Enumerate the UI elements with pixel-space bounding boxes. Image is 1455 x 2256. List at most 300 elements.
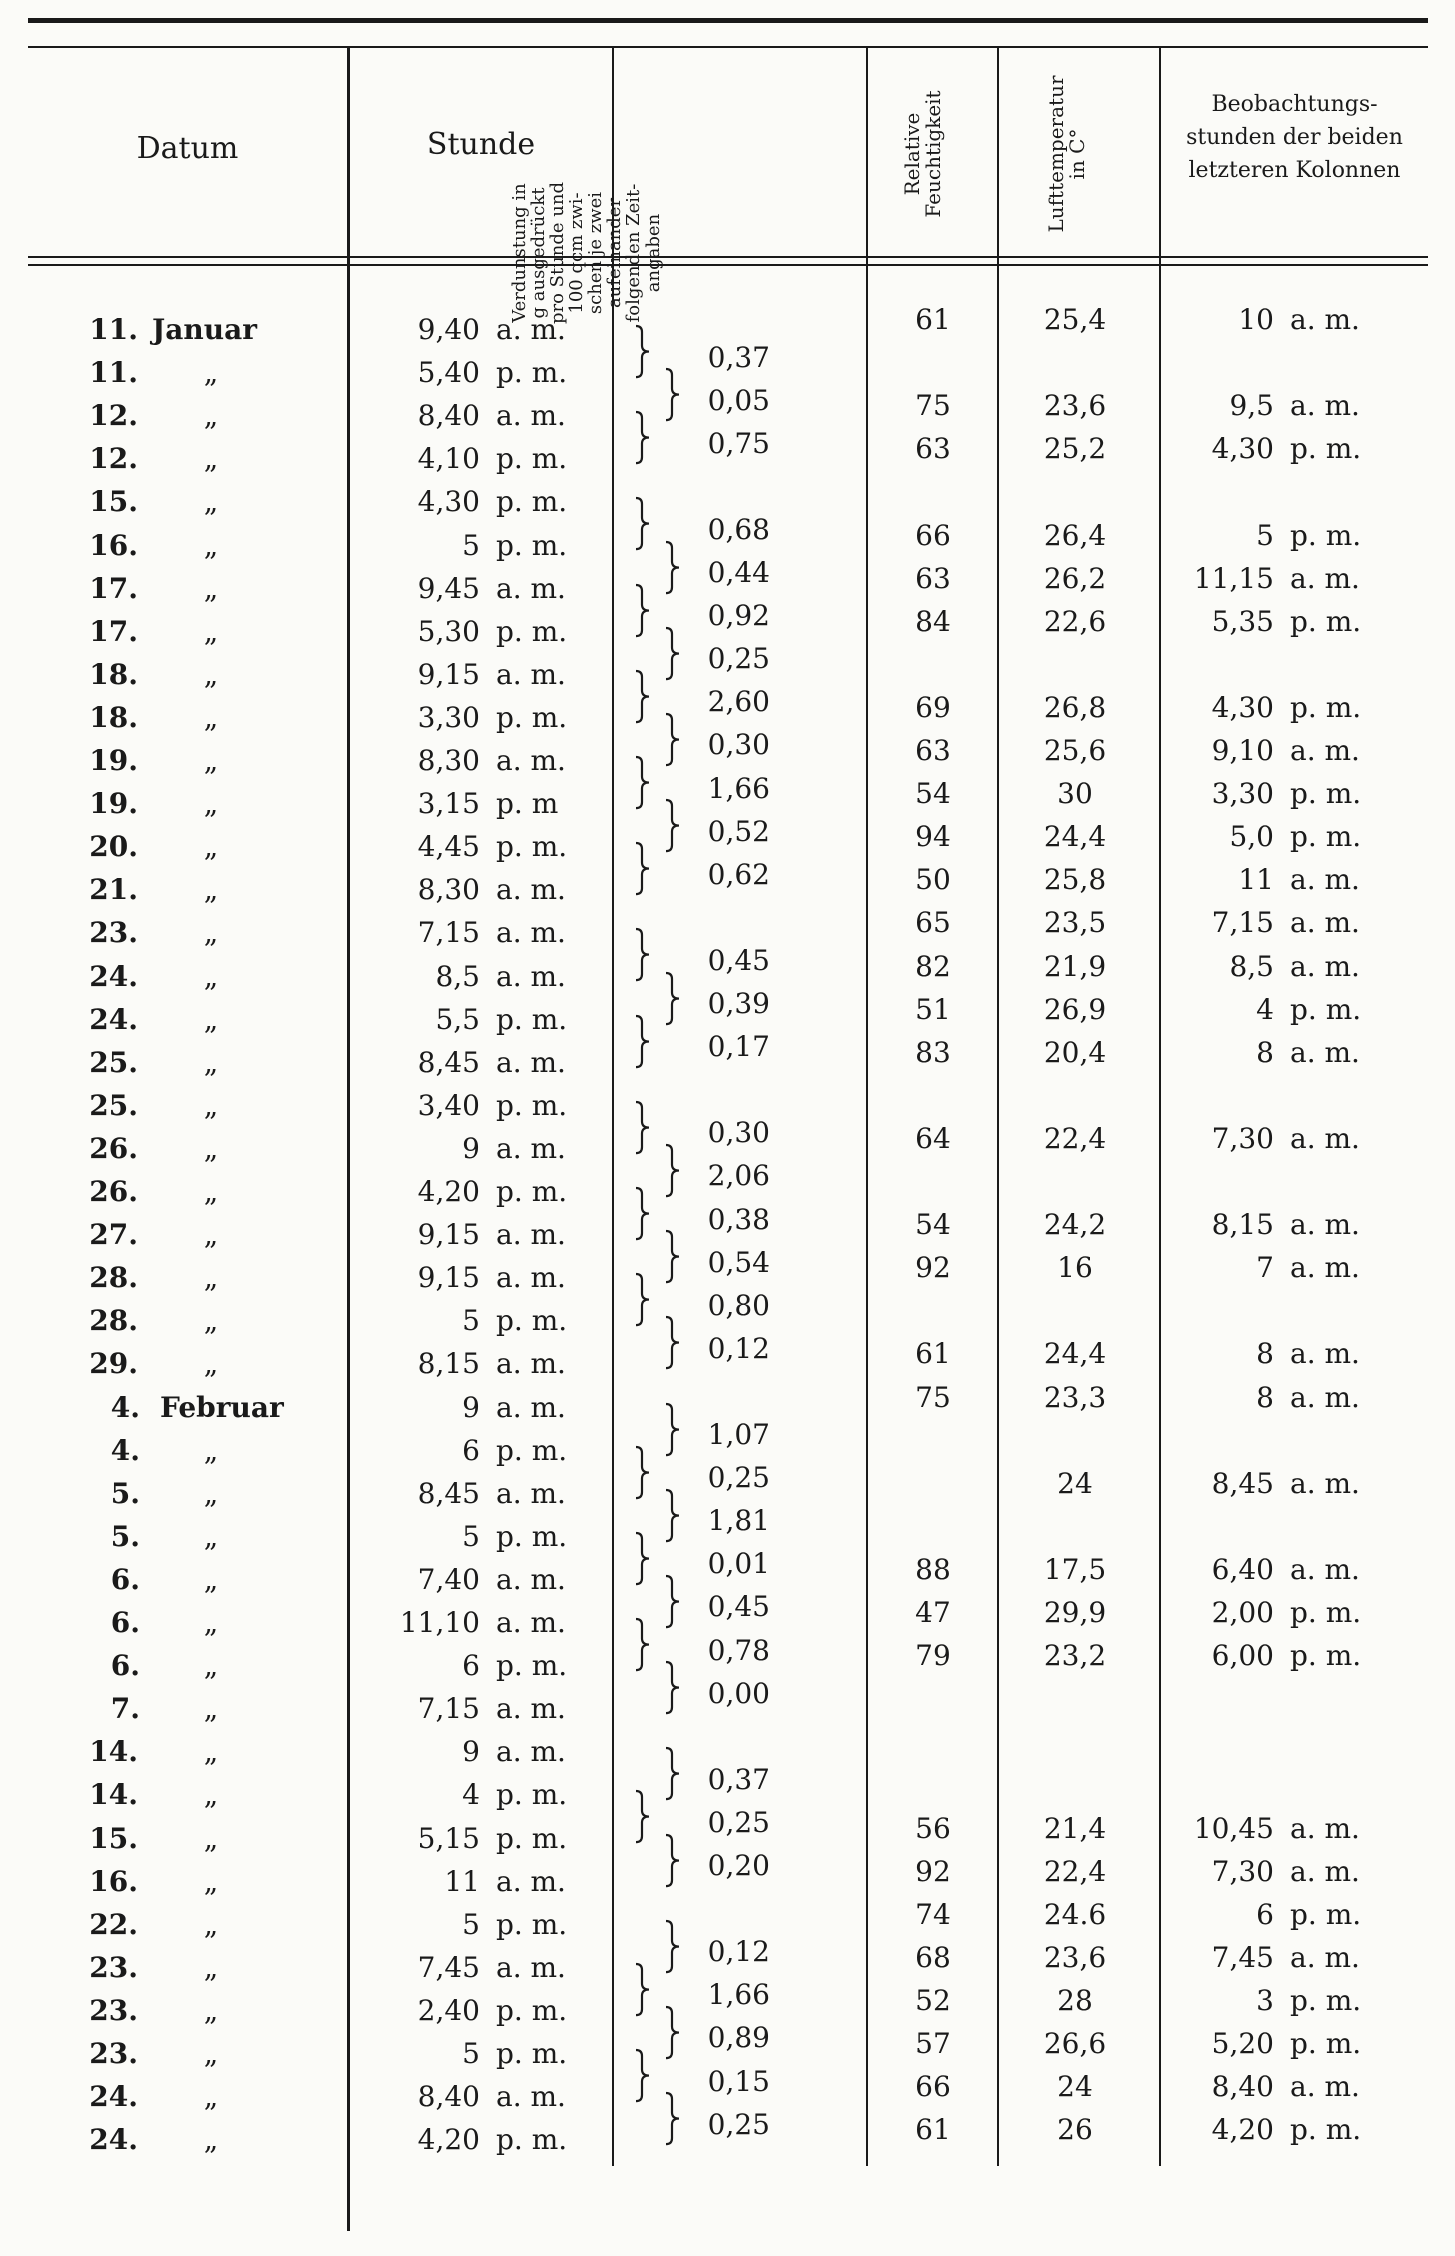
observation-ampm: a. m. xyxy=(1290,906,1360,940)
temperature-value: 24,4 xyxy=(1043,820,1107,854)
observation-ampm: a. m. xyxy=(1290,303,1360,336)
row-ampm: p. m. xyxy=(496,1433,568,1467)
row-day: 24. xyxy=(89,2080,138,2114)
humidity-value: 54 xyxy=(915,1208,951,1242)
row-month-ditto: „ xyxy=(203,1476,219,1510)
humidity-value: 92 xyxy=(915,1251,951,1285)
column-rule-5 xyxy=(1159,46,1161,2166)
row-day: 18. xyxy=(89,700,138,734)
evaporation-value: 0,62 xyxy=(707,857,770,891)
row-month-ditto: „ xyxy=(203,1347,219,1381)
evaporation-value: 0,25 xyxy=(707,642,770,676)
brace-icon xyxy=(662,1919,684,1974)
observation-hour: 7,30 xyxy=(1211,1854,1274,1888)
row-month-ditto: „ xyxy=(203,1821,219,1855)
humidity-value: 63 xyxy=(915,561,951,595)
row-hour: 3,15 xyxy=(417,787,480,821)
row-hour: 4,10 xyxy=(417,442,480,476)
row-hour: 4,45 xyxy=(417,830,480,864)
row-ampm: a. m. xyxy=(496,657,566,691)
humidity-value: 65 xyxy=(915,906,951,940)
humidity-value: 75 xyxy=(915,389,951,423)
row-hour: 5 xyxy=(462,1519,480,1553)
evaporation-value: 0,39 xyxy=(707,987,770,1021)
evaporation-value: 2,60 xyxy=(707,685,770,719)
temperature-value: 24 xyxy=(1057,1466,1093,1500)
observation-hour: 7,15 xyxy=(1211,906,1274,940)
row-day: 23. xyxy=(89,1993,138,2027)
brace-icon xyxy=(662,1315,684,1370)
row-hour: 5 xyxy=(462,2037,480,2070)
row-ampm: p. m. xyxy=(496,1907,568,1941)
brace-icon xyxy=(662,1574,684,1629)
row-month-ditto: „ xyxy=(203,1562,219,1596)
temperature-value: 23,5 xyxy=(1043,906,1107,940)
evaporation-value: 1,66 xyxy=(707,1978,770,2012)
row-day: 21. xyxy=(89,873,138,907)
observation-hour: 5,35 xyxy=(1211,604,1274,638)
row-day: 23. xyxy=(89,2037,138,2070)
row-ampm: p. m xyxy=(496,787,559,821)
humidity-value: 61 xyxy=(915,1337,951,1371)
humidity-value: 83 xyxy=(915,1035,951,1069)
evaporation-value: 0,25 xyxy=(707,1805,770,1839)
brace-icon xyxy=(632,324,654,379)
row-day: 15. xyxy=(89,1821,138,1855)
row-hour: 4 xyxy=(462,1778,480,1812)
humidity-value: 66 xyxy=(915,518,951,552)
observation-hour: 9,5 xyxy=(1229,389,1274,423)
row-hour: 9 xyxy=(462,1131,480,1165)
row-month-ditto: „ xyxy=(203,1692,219,1726)
observation-hour: 6 xyxy=(1256,1897,1274,1931)
row-month-ditto: „ xyxy=(203,1519,219,1553)
brace-icon xyxy=(662,1402,684,1457)
observation-hour: 5,0 xyxy=(1229,820,1274,854)
row-month-ditto: „ xyxy=(203,744,219,777)
temperature-value: 29,9 xyxy=(1043,1596,1107,1629)
observation-ampm: p. m. xyxy=(1290,2027,1362,2060)
row-month-ditto: „ xyxy=(203,916,219,950)
brace-icon xyxy=(662,540,684,595)
evaporation-value: 0,25 xyxy=(707,2107,770,2141)
row-month-ditto: „ xyxy=(203,1045,219,1079)
temperature-value: 22,4 xyxy=(1043,1854,1107,1888)
brace-icon xyxy=(662,1229,684,1284)
row-month-ditto: „ xyxy=(203,614,219,648)
brace-icon xyxy=(632,1272,654,1327)
observation-hour: 8,40 xyxy=(1211,2070,1274,2104)
temperature-value: 30 xyxy=(1057,777,1093,811)
row-month-ditto: „ xyxy=(203,1175,219,1208)
row-hour: 5 xyxy=(462,528,480,562)
row-day: 25. xyxy=(89,1088,138,1122)
row-day: 18. xyxy=(89,657,138,691)
row-hour: 9 xyxy=(462,1390,480,1424)
row-hour: 8,30 xyxy=(417,744,480,777)
humidity-value: 61 xyxy=(915,303,951,336)
temperature-value: 23,6 xyxy=(1043,1940,1107,1974)
row-hour: 9,15 xyxy=(417,1218,480,1252)
temperature-value: 26,8 xyxy=(1043,690,1107,724)
header-datum: Datum xyxy=(136,131,239,166)
row-month-ditto: „ xyxy=(203,485,219,519)
brace-icon xyxy=(632,927,654,982)
row-day: 19. xyxy=(89,744,138,777)
humidity-value: 94 xyxy=(915,820,951,854)
brace-icon xyxy=(632,1100,654,1155)
temperature-value: 23,3 xyxy=(1043,1380,1107,1414)
observation-ampm: p. m. xyxy=(1290,518,1362,552)
row-month: Februar xyxy=(160,1390,284,1424)
evaporation-value: 1,81 xyxy=(707,1504,770,1538)
row-month-ditto: „ xyxy=(203,1218,219,1252)
evaporation-value: 0,80 xyxy=(707,1288,770,1322)
header-stunde: Stunde xyxy=(426,127,536,162)
row-ampm: a. m. xyxy=(496,1390,566,1424)
observation-hour: 8 xyxy=(1256,1337,1274,1371)
row-ampm: p. m. xyxy=(496,356,568,390)
observation-hour: 6,40 xyxy=(1211,1552,1274,1586)
brace-icon xyxy=(632,496,654,551)
evaporation-value: 0,68 xyxy=(707,512,770,546)
header-verdunstung: Verdunstung in g ausgedrückt pro Stunde und 100 qcm zwi- schen je zwei aufeinander folgenden Zeit- angaben xyxy=(509,181,664,325)
observation-ampm: a. m. xyxy=(1290,561,1360,595)
row-day: 27. xyxy=(89,1218,138,1252)
row-day: 15. xyxy=(89,485,138,519)
evaporation-value: 0,78 xyxy=(707,1633,770,1667)
brace-icon xyxy=(632,755,654,810)
row-month-ditto: „ xyxy=(203,2080,219,2114)
row-month-ditto: „ xyxy=(203,571,219,605)
row-ampm: p. m. xyxy=(496,1304,568,1338)
temperature-value: 24,4 xyxy=(1043,1337,1107,1371)
humidity-value: 66 xyxy=(915,2070,951,2104)
row-month-ditto: „ xyxy=(203,1131,219,1165)
temperature-value: 26,6 xyxy=(1043,2027,1107,2060)
evaporation-value: 2,06 xyxy=(707,1159,770,1193)
row-hour: 9,45 xyxy=(417,571,480,605)
observation-hour: 5 xyxy=(1256,518,1274,552)
brace-icon xyxy=(662,1746,684,1801)
row-day: 5. xyxy=(110,1476,140,1510)
evaporation-value: 0,37 xyxy=(707,1762,770,1796)
brace-icon xyxy=(662,971,684,1026)
row-month-ditto: „ xyxy=(203,528,219,562)
brace-icon xyxy=(632,1531,654,1586)
row-ampm: p. m. xyxy=(496,1088,568,1122)
row-ampm: a. m. xyxy=(496,1347,566,1381)
temperature-value: 23,6 xyxy=(1043,389,1107,423)
observation-ampm: a. m. xyxy=(1290,1380,1360,1414)
observation-ampm: a. m. xyxy=(1290,863,1360,897)
header-temperatur: Lufttemperatur in C° xyxy=(1044,75,1090,233)
temperature-value: 21,9 xyxy=(1043,949,1107,983)
row-ampm: a. m. xyxy=(496,873,566,907)
row-day: 7. xyxy=(110,1692,140,1726)
temperature-value: 26,2 xyxy=(1043,561,1107,595)
row-day: 4. xyxy=(110,1390,140,1424)
row-ampm: p. m. xyxy=(496,614,568,648)
humidity-value: 47 xyxy=(915,1596,951,1629)
row-day: 6. xyxy=(110,1649,140,1683)
observation-ampm: a. m. xyxy=(1290,734,1360,767)
row-ampm: a. m. xyxy=(496,1218,566,1252)
observation-hour: 11,15 xyxy=(1193,561,1274,595)
row-hour: 9 xyxy=(462,1735,480,1769)
row-hour: 8,40 xyxy=(417,399,480,433)
row-hour: 8,15 xyxy=(417,1347,480,1381)
humidity-value: 88 xyxy=(915,1552,951,1586)
row-ampm: a. m. xyxy=(496,313,566,346)
row-day: 5. xyxy=(110,1519,140,1553)
humidity-value: 84 xyxy=(915,604,951,638)
row-day: 16. xyxy=(89,1864,138,1898)
row-day: 22. xyxy=(89,1907,138,1941)
observation-ampm: a. m. xyxy=(1290,949,1360,983)
row-hour: 8,5 xyxy=(435,959,480,993)
brace-icon xyxy=(662,2005,684,2060)
row-month-ditto: „ xyxy=(203,2123,219,2157)
row-hour: 9,40 xyxy=(417,313,480,346)
observation-hour: 8 xyxy=(1256,1380,1274,1414)
observation-hour: 3,30 xyxy=(1211,777,1274,811)
observation-ampm: p. m. xyxy=(1290,690,1362,724)
row-month-ditto: „ xyxy=(203,2037,219,2070)
observation-ampm: p. m. xyxy=(1290,1897,1362,1931)
row-month-ditto: „ xyxy=(203,1606,219,1639)
row-ampm: a. m. xyxy=(496,1131,566,1165)
row-month-ditto: „ xyxy=(203,959,219,993)
row-ampm: a. m. xyxy=(496,1261,566,1295)
brace-icon xyxy=(632,583,654,638)
row-hour: 6 xyxy=(462,1649,480,1683)
brace-icon xyxy=(632,1186,654,1241)
row-hour: 3,40 xyxy=(417,1088,480,1122)
evaporation-value: 0,01 xyxy=(707,1547,770,1581)
row-month-ditto: „ xyxy=(203,700,219,734)
temperature-value: 22,4 xyxy=(1043,1121,1107,1155)
row-ampm: p. m. xyxy=(496,2037,568,2070)
temperature-value: 20,4 xyxy=(1043,1035,1107,1069)
evaporation-value: 0,00 xyxy=(707,1676,770,1710)
observation-hour: 4,20 xyxy=(1211,2113,1274,2147)
observation-hour: 3 xyxy=(1256,1983,1274,2017)
evaporation-value: 0,12 xyxy=(707,1331,770,1365)
evaporation-value: 0,20 xyxy=(707,1849,770,1883)
evaporation-value: 1,07 xyxy=(707,1418,770,1452)
observation-hour: 5,20 xyxy=(1211,2027,1274,2060)
row-hour: 6 xyxy=(462,1433,480,1467)
row-month-ditto: „ xyxy=(203,1950,219,1984)
brace-icon xyxy=(662,367,684,422)
row-ampm: p. m. xyxy=(496,1993,568,2027)
row-month-ditto: „ xyxy=(203,1433,219,1467)
brace-icon xyxy=(662,1143,684,1198)
row-ampm: a. m. xyxy=(496,959,566,993)
observation-ampm: a. m. xyxy=(1290,1940,1360,1974)
brace-icon xyxy=(632,1617,654,1672)
temperature-value: 17,5 xyxy=(1043,1552,1107,1586)
evaporation-value: 0,44 xyxy=(707,556,770,590)
row-ampm: p. m. xyxy=(496,442,568,476)
row-ampm: p. m. xyxy=(496,1778,568,1812)
row-ampm: a. m. xyxy=(496,1692,566,1726)
row-ampm: p. m. xyxy=(496,1519,568,1553)
row-day: 25. xyxy=(89,1045,138,1079)
temperature-value: 26 xyxy=(1057,2113,1093,2147)
row-month-ditto: „ xyxy=(203,1735,219,1769)
header-feuchtigkeit: Relative Feuchtigkeit xyxy=(900,90,946,218)
humidity-value: 61 xyxy=(915,2113,951,2147)
row-day: 6. xyxy=(110,1562,140,1596)
row-ampm: p. m. xyxy=(496,528,568,562)
temperature-value: 25,2 xyxy=(1043,432,1107,466)
brace-icon xyxy=(632,1962,654,2017)
observation-hour: 6,00 xyxy=(1211,1639,1274,1673)
row-ampm: a. m. xyxy=(496,1864,566,1898)
observation-ampm: p. m. xyxy=(1290,1639,1362,1673)
row-day: 28. xyxy=(89,1304,138,1338)
row-day: 20. xyxy=(89,830,138,864)
observation-hour: 7,45 xyxy=(1211,1940,1274,1974)
row-ampm: p. m. xyxy=(496,700,568,734)
row-ampm: p. m. xyxy=(496,1649,568,1683)
evaporation-value: 0,52 xyxy=(707,814,770,848)
row-hour: 9,15 xyxy=(417,657,480,691)
humidity-value: 79 xyxy=(915,1639,951,1673)
brace-icon xyxy=(632,2048,654,2103)
row-day: 6. xyxy=(110,1606,140,1639)
brace-icon xyxy=(632,1014,654,1069)
row-day: 24. xyxy=(89,1002,138,1036)
brace-icon xyxy=(632,1445,654,1500)
row-hour: 11,10 xyxy=(399,1606,480,1639)
top-rule xyxy=(28,18,1428,23)
observation-ampm: p. m. xyxy=(1290,1983,1362,2017)
row-ampm: p. m. xyxy=(496,1002,568,1036)
row-month: Januar xyxy=(152,313,257,346)
temperature-value: 25,8 xyxy=(1043,863,1107,897)
observation-ampm: a. m. xyxy=(1290,1121,1360,1155)
observation-ampm: a. m. xyxy=(1290,389,1360,423)
row-day: 24. xyxy=(89,2123,138,2157)
row-day: 26. xyxy=(89,1175,138,1208)
observation-hour: 8,45 xyxy=(1211,1466,1274,1500)
observation-ampm: a. m. xyxy=(1290,1466,1360,1500)
row-month-ditto: „ xyxy=(203,1993,219,2027)
row-month-ditto: „ xyxy=(203,873,219,907)
humidity-value: 75 xyxy=(915,1380,951,1414)
brace-icon xyxy=(632,841,654,896)
row-day: 11. xyxy=(89,313,138,346)
row-hour: 9,15 xyxy=(417,1261,480,1295)
observation-ampm: p. m. xyxy=(1290,777,1362,811)
row-ampm: a. m. xyxy=(496,1950,566,1984)
evaporation-value: 0,05 xyxy=(707,383,770,417)
row-hour: 2,40 xyxy=(417,1993,480,2027)
row-day: 26. xyxy=(89,1131,138,1165)
humidity-value: 82 xyxy=(915,949,951,983)
observation-hour: 4,30 xyxy=(1211,432,1274,466)
humidity-value: 56 xyxy=(915,1811,951,1845)
row-hour: 5,30 xyxy=(417,614,480,648)
row-month-ditto: „ xyxy=(203,1864,219,1898)
row-day: 29. xyxy=(89,1347,138,1381)
temperature-value: 23,2 xyxy=(1043,1639,1107,1673)
row-month-ditto: „ xyxy=(203,657,219,691)
row-hour: 5 xyxy=(462,1907,480,1941)
column-rule-4 xyxy=(997,46,999,2166)
row-ampm: p. m. xyxy=(496,830,568,864)
humidity-value: 74 xyxy=(915,1897,951,1931)
temperature-value: 25,6 xyxy=(1043,734,1107,767)
row-ampm: a. m. xyxy=(496,1606,566,1639)
row-hour: 4,20 xyxy=(417,1175,480,1208)
row-month-ditto: „ xyxy=(203,1261,219,1295)
observation-hour: 8,5 xyxy=(1229,949,1274,983)
brace-icon xyxy=(632,410,654,465)
row-ampm: p. m. xyxy=(496,1175,568,1208)
evaporation-value: 0,89 xyxy=(707,2021,770,2055)
brace-icon xyxy=(662,1488,684,1543)
row-hour: 11 xyxy=(444,1864,480,1898)
observation-ampm: a. m. xyxy=(1290,1552,1360,1586)
row-hour: 5,40 xyxy=(417,356,480,390)
row-month-ditto: „ xyxy=(203,399,219,433)
observation-hour: 11 xyxy=(1238,863,1274,897)
humidity-value: 63 xyxy=(915,734,951,767)
row-day: 23. xyxy=(89,1950,138,1984)
column-rule-2 xyxy=(612,46,614,2166)
observation-ampm: p. m. xyxy=(1290,432,1362,466)
row-hour: 8,40 xyxy=(417,2080,480,2114)
temperature-value: 22,6 xyxy=(1043,604,1107,638)
brace-icon xyxy=(662,798,684,853)
row-hour: 7,45 xyxy=(417,1950,480,1984)
row-ampm: a. m. xyxy=(496,1562,566,1596)
row-month-ditto: „ xyxy=(203,1088,219,1122)
evaporation-value: 0,38 xyxy=(707,1202,770,1236)
humidity-value: 64 xyxy=(915,1121,951,1155)
observation-hour: 8 xyxy=(1256,1035,1274,1069)
row-hour: 5,5 xyxy=(435,1002,480,1036)
column-rule-1 xyxy=(347,46,350,2231)
row-month-ditto: „ xyxy=(203,1907,219,1941)
row-ampm: p. m. xyxy=(496,485,568,519)
brace-icon xyxy=(632,1789,654,1844)
humidity-value: 50 xyxy=(915,863,951,897)
row-day: 4. xyxy=(110,1433,140,1467)
row-hour: 8,45 xyxy=(417,1045,480,1079)
evaporation-value: 0,30 xyxy=(707,728,770,762)
evaporation-value: 0,12 xyxy=(707,1935,770,1969)
brace-icon xyxy=(662,1833,684,1888)
row-hour: 5,15 xyxy=(417,1821,480,1855)
brace-icon xyxy=(662,712,684,767)
row-hour: 4,30 xyxy=(417,485,480,519)
row-month-ditto: „ xyxy=(203,1304,219,1338)
row-month-ditto: „ xyxy=(203,1002,219,1036)
observation-ampm: a. m. xyxy=(1290,1035,1360,1069)
row-day: 11. xyxy=(89,356,138,390)
observation-ampm: a. m. xyxy=(1290,1208,1360,1242)
row-ampm: a. m. xyxy=(496,1476,566,1510)
row-month-ditto: „ xyxy=(203,442,219,476)
top-rule-thin xyxy=(28,46,1428,48)
column-rule-3 xyxy=(866,46,868,2166)
observation-ampm: a. m. xyxy=(1290,1251,1360,1285)
